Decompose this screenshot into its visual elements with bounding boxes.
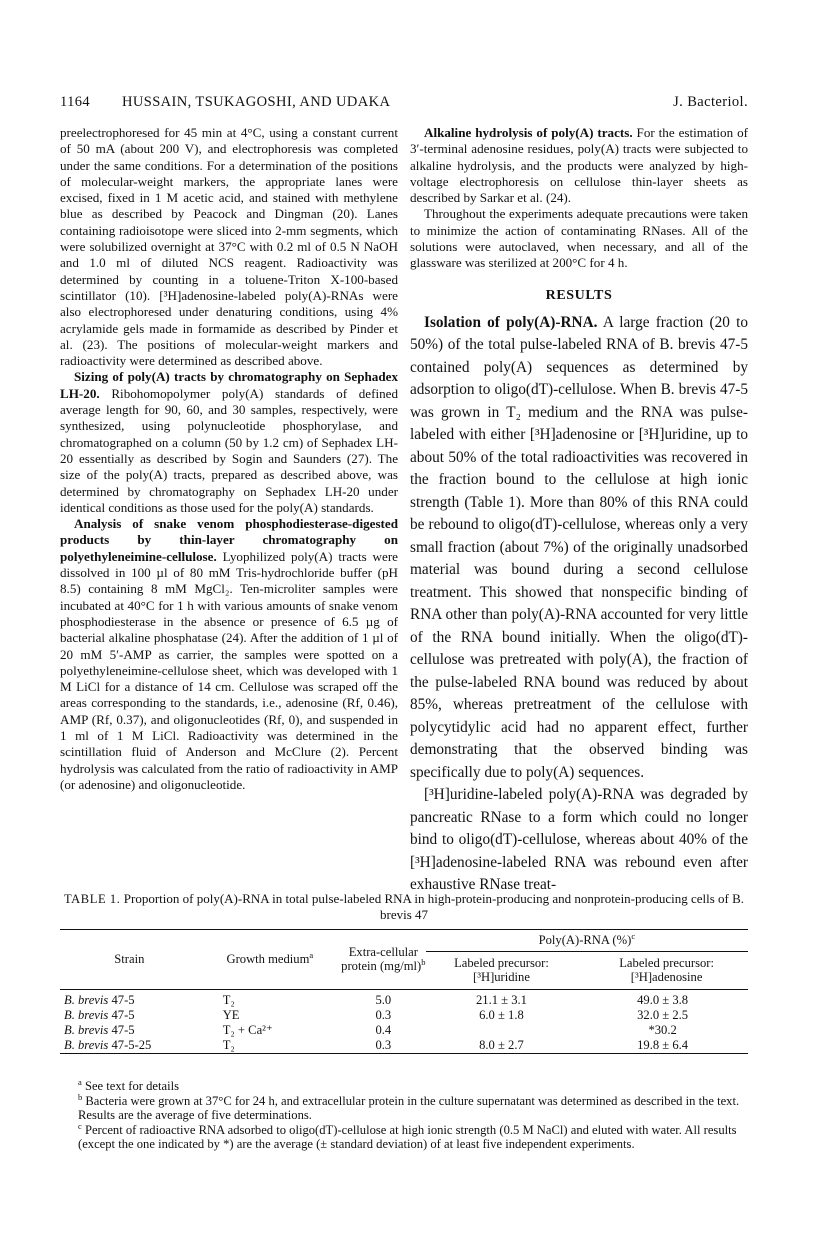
strain-cell (60, 1023, 199, 1038)
paragraph: Throughout the experiments adequate precautions were taken to minimize the action of contaminating RNases. All of the solutions were autoclaved, when necessary, and all of the glassware was sterilized at 200°C for 4 h. (410, 206, 748, 271)
section-heading: Analysis of snake venom phosphodiesterase-digested products by thin-layer chromatography on polyethyleneimine-cellulose. (60, 516, 398, 564)
table-caption-text: Proportion of poly(A)-RNA in total pulse-labeled RNA in high-protein-producing and nonprotein-producing cells of B. brevis 47 (123, 891, 745, 922)
table-row (60, 993, 748, 1008)
adenosine-cell: 32.0 ± 2.5 (637, 1007, 689, 1022)
footnote-mark: a (78, 1077, 82, 1087)
growth-cell: T₂ + Ca²⁺ (222, 1022, 273, 1037)
table-footnotes (60, 1079, 748, 1152)
running-header (60, 94, 748, 114)
col-header-growth-text: Growth medium (226, 952, 310, 966)
col-header-extra-text: Extra-cellular protein (mg/ml) (341, 944, 422, 974)
section-heading: Alkaline hydrolysis of poly(A) tracts. (424, 125, 633, 140)
paragraph-text: Lyophilized poly(A) tracts were dissolved in 100 µl of 80 mM Tris-hydrochloride buffer (pH 8.5) containing 8 mM MgCl₂. Ten-microliter samples were incubated at 40°C for 1 h with various amounts of snake venom phosphodiesterase in the absence or presence of 6.5 µg of bacterial alkaline phosphatase (24). After the addition of 1 µl of 20 mM 5′-AMP as carrier, the samples were spotted on a polyethyleneimine-cellulose sheet, which was developed with 1 M LiCl for a distance of 14 cm. Cellulose was scraped off the areas corresponding to the standards, i.e., adenosine (Rf, 0.46), AMP (Rf, 0.37), and oligonucleotides (Rf, 0), and suspended in 1 ml of 1 M LiCl. Radioactivity was determined in the scintillation fluid of Anderson and McClure (2). Percent hydrolysis was calculated from the ratio of radioactivity in AMP (or adenosine) and oligonucleotide. (60, 548, 398, 792)
strain-genus: B. brevis (64, 992, 109, 1007)
strain-number: 47-5 (111, 992, 135, 1007)
strain-genus: B. brevis (64, 1007, 109, 1022)
footnote-mark: b (78, 1091, 83, 1102)
strain-cell (60, 1008, 199, 1023)
growth-cell: T₂ (222, 1037, 235, 1052)
table-header-row (60, 930, 748, 952)
footnote (60, 1079, 748, 1094)
footnote-mark: b (421, 957, 426, 968)
paragraph (60, 369, 398, 516)
paragraph-text: For the estimation of 3′-terminal adenosine residues, poly(A) tracts were subjected to alkaline hydrolysis, and the products were analyzed by high-voltage electrophoresis on cellulose thin-layer sheets as described by Sarkar et al. (24). (410, 125, 748, 206)
col-header-adenosine: Labeled precursor: [³H]adenosine (619, 955, 714, 984)
uridine-cell: 21.1 ± 3.1 (475, 992, 527, 1007)
paragraph-text: Ribohomopolymer poly(A) standards of defined average length for 90, 60, and 30 samples, respectively, were synthesized, using polynucleotide phosphorylase, and chromatographed on a column (50 by 1.2 cm) of Sephadex LH-20 essentially as described by Sogin and Saunders (27). The size of the poly(A) tracts, prepared as described above, was determined by chromatography on Sephadex LH-20 under identical conditions as those used for the poly(A) standards. (60, 385, 398, 515)
footnote-text: See text for details (84, 1079, 180, 1093)
adenosine-cell: 19.8 ± 6.4 (637, 1037, 689, 1052)
strain-genus: B. brevis (64, 1022, 109, 1037)
extra-cell: 0.4 (375, 1022, 392, 1037)
col-header-uridine: Labeled precursor: [³H]uridine (454, 955, 549, 984)
col-header-strain: Strain (60, 930, 199, 990)
running-authors: HUSSAIN, TSUKAGOSHI, AND UDAKA (122, 94, 391, 110)
journal-name: J. Bacteriol. (673, 94, 748, 110)
table-row (60, 1008, 748, 1023)
left-column (60, 125, 398, 793)
right-column (410, 125, 748, 897)
uridine-cell: 6.0 ± 1.8 (479, 1007, 524, 1022)
footnote-text: Percent of radioactive RNA adsorbed to oligo(dT)-cellulose at high ionic strength (0.5 M NaCl) and eluted with water. All results (except the one indicated by *) are the average (± standard deviation) of at least five independent experiments. (78, 1122, 737, 1152)
paragraph (60, 516, 398, 793)
col-header-group (426, 930, 748, 952)
paragraph: preelectrophoresed for 45 min at 4°C, using a constant current of 50 mA (about 200 V), and electrophoresis was completed under the same conditions. For a determination of the positions of molecular-weight markers, the appropriate lanes were excised, fixed in 1 M acetic acid, and stained with methylene blue as described by Peacock and Dingman (20). Lanes containing radioisotope were sliced into 2-mm segments, which were solubilized overnight at 37°C with 0.2 ml of 0.5 N NaOH and 1.0 ml of diluted NCS reagent. Radioactivity was determined by counting in a toluene-Triton X-100-based scintillator (10). [³H]adenosine-labeled poly(A)-RNAs were also electrophoresed under denaturing conditions, using 4% acrylamide gels made in formamide as described by Pinder et al. (23). The positions of molecular-weight markers and radioactivity were determined as described above. (60, 125, 398, 369)
col-header-growth (199, 930, 341, 990)
page-number: 1164 (60, 94, 91, 110)
section-heading: Isolation of poly(A)-RNA. (424, 313, 598, 331)
paragraph (410, 312, 748, 785)
table-rule-row (60, 1053, 748, 1056)
table-row (60, 1023, 748, 1038)
paragraph-text: A large fraction (20 to 50%) of the total pulse-labeled RNA of B. brevis 47-5 contained poly(A) sequences as determined by adsorption to oligo(dT)-cellulose. When B. brevis 47-5 was grown in T₂ medium and the RNA was pulse-labeled with either [³H]adenosine or [³H]uridine, up to about 50% of the total radioactivities was recovered in the fraction bound to the cellulose at high ionic strength (Table 1). More than 80% of this RNA could be rebound to oligo(dT)-cellulose, whereas only a very small fraction (about 7%) of the originally unadsorbed material was bound during a second cellulose treatment. This showed that nonspecific binding of RNA other than poly(A)-RNA accounted for very little of the RNA bound initially. When the oligo(dT)-cellulose was pretreated with poly(A), the fraction of the pulse-labeled RNA bound was reduced by about 85%, whereas pretreatment of the cellulose with polycytidylic acid had no apparent effect, further demonstrating that the observed binding was specifically due to poly(A) sequences. (410, 313, 748, 781)
paragraph (410, 125, 748, 206)
table-caption (60, 891, 748, 923)
strain-genus: B. brevis (64, 1037, 109, 1052)
strain-cell (60, 993, 199, 1008)
uridine-cell: 8.0 ± 2.7 (479, 1037, 524, 1052)
footnote (60, 1120, 748, 1152)
col-header-extra (341, 930, 426, 990)
results-heading: RESULTS (545, 287, 613, 303)
footnote-mark: c (631, 931, 636, 941)
extra-cell: 5.0 (375, 992, 392, 1007)
extra-cell: 0.3 (375, 1007, 392, 1022)
data-table (60, 929, 748, 1056)
results-body (410, 312, 748, 897)
paragraph: [³H]uridine-labeled poly(A)-RNA was degraded by pancreatic RNase to a form which could no longer bind to oligo(dT)-cellulose, whereas about 40% of the [³H]adenosine-labeled RNA was rebound even after exhaustive RNase treat- (410, 786, 748, 894)
extra-cell: 0.3 (375, 1037, 392, 1052)
footnote-text: Bacteria were grown at 37°C for 24 h, and extracellular protein in the culture supernatant was determined as described in the text. Results are the average of five determinations. (78, 1093, 740, 1123)
table-label: TABLE 1. (63, 892, 121, 906)
table-row (60, 1038, 748, 1054)
footnote (60, 1091, 748, 1123)
strain-number: 47-5 (111, 1007, 135, 1022)
section-heading: Sizing of poly(A) tracts by chromatography on Sephadex LH-20. (60, 369, 398, 401)
strain-number: 47-5 (111, 1022, 135, 1037)
adenosine-cell: *30.2 (648, 1022, 677, 1037)
growth-cell: T₂ (222, 992, 235, 1007)
col-header-group-text: Poly(A)-RNA (%) (538, 933, 632, 947)
adenosine-cell: 49.0 ± 3.8 (637, 992, 689, 1007)
strain-number: 47-5-25 (111, 1037, 152, 1052)
uridine-cell (426, 1023, 578, 1038)
footnote-mark: c (78, 1120, 82, 1131)
footnote-mark: a (309, 950, 314, 960)
strain-cell (60, 1038, 199, 1054)
growth-cell: YE (222, 1007, 240, 1022)
